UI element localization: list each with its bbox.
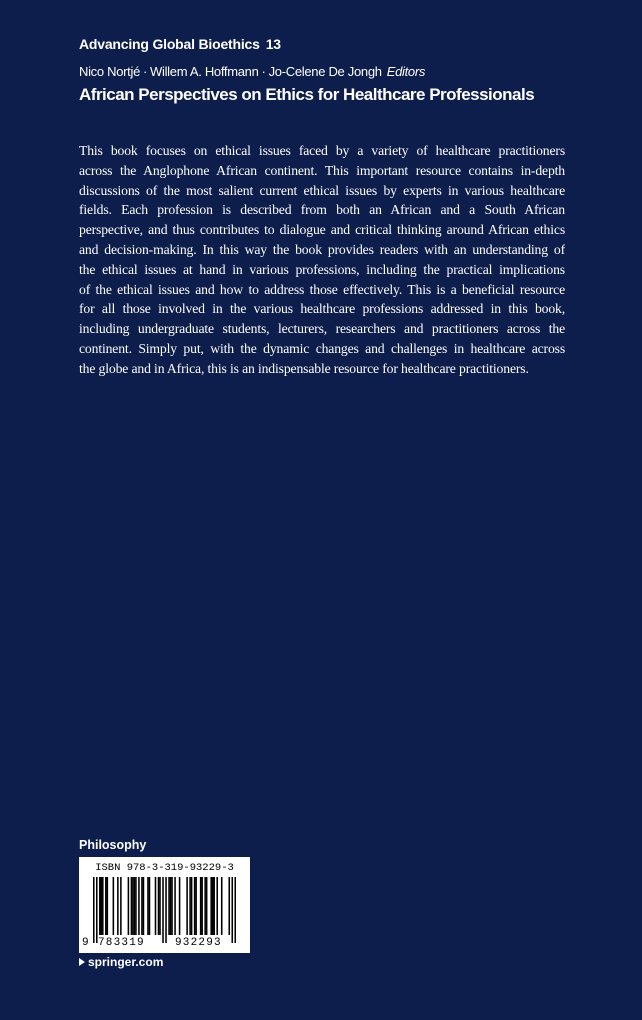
editors-line bbox=[79, 64, 425, 79]
barcode-bar bbox=[191, 877, 193, 935]
barcode-bar bbox=[194, 877, 196, 935]
barcode-bar bbox=[201, 877, 203, 935]
description-line: for all those involved in the various healthcare professions addressed in this book, bbox=[79, 301, 565, 317]
barcode-bar bbox=[120, 877, 122, 935]
description-line: discussions of the most salient current ethical issues by experts in various healthcare bbox=[79, 182, 565, 198]
editors-role: Editors bbox=[386, 64, 426, 79]
isbn-barcode bbox=[79, 857, 250, 953]
barcode-bar bbox=[170, 877, 172, 935]
description-line: perspective, and thus contributes to dialogue and critical thinking around African ethics bbox=[79, 222, 565, 238]
ean-left-group: 783319 bbox=[98, 937, 145, 949]
barcode-bar bbox=[212, 877, 214, 935]
barcode-bar bbox=[143, 877, 145, 935]
editor-separator: · bbox=[143, 64, 148, 79]
editor-separator: · bbox=[261, 64, 266, 79]
barcode-bar bbox=[174, 877, 176, 935]
barcode-bar bbox=[117, 877, 119, 935]
barcode-guard-bar bbox=[231, 877, 233, 943]
series-name: Advancing Global Bioethics bbox=[79, 36, 260, 52]
subject-category: Philosophy bbox=[79, 838, 147, 852]
description-line: continent. Simply put, with the dynamic changes and challenges in healthcare across bbox=[79, 340, 565, 356]
barcode-bar bbox=[168, 877, 170, 935]
barcode-bar bbox=[107, 877, 109, 935]
barcode-bar bbox=[138, 877, 140, 935]
barcode-bar bbox=[189, 877, 191, 935]
publisher-url: springer.com bbox=[88, 955, 164, 969]
barcode-bar bbox=[147, 877, 149, 935]
barcode-bar bbox=[131, 877, 133, 935]
description-line: including undergraduate students, lecturers, researchers and practitioners across the bbox=[79, 321, 565, 337]
book-title: African Perspectives on Ethics for Healthcare Professionals bbox=[79, 85, 535, 104]
barcode-bar bbox=[221, 877, 223, 935]
barcode-bar bbox=[105, 877, 107, 935]
barcode-bars bbox=[93, 877, 236, 943]
barcode-bar bbox=[200, 877, 202, 935]
barcode-bar bbox=[186, 877, 188, 935]
barcode-bar bbox=[171, 877, 173, 935]
description-line: of the ethical issues and how to address those effectively. This is a beneficial resource bbox=[79, 281, 565, 297]
barcode-bar bbox=[195, 877, 197, 935]
barcode-bar bbox=[149, 877, 151, 935]
barcode-guard-bar bbox=[165, 877, 167, 943]
barcode-bar bbox=[210, 877, 212, 935]
editor-name: Nico Nortjé bbox=[79, 64, 140, 79]
barcode-bar bbox=[159, 877, 161, 935]
description-line: the ethical issues at hand in various professions, including the practical implications bbox=[79, 261, 565, 277]
description-line: across the Anglophone African continent. This important resource contains in-depth bbox=[79, 162, 565, 178]
ean-right-group: 932293 bbox=[175, 937, 222, 949]
barcode-bar bbox=[102, 877, 104, 935]
barcode-guard-bar bbox=[234, 877, 236, 943]
editor-name: Jo-Celene De Jongh bbox=[268, 64, 382, 79]
barcode-bar bbox=[204, 877, 206, 935]
arrow-right-icon bbox=[79, 958, 85, 966]
book-description bbox=[79, 141, 565, 379]
barcode-bar bbox=[134, 877, 136, 935]
barcode-bar bbox=[228, 877, 230, 935]
barcode-bar bbox=[135, 877, 137, 935]
description-line: and decision-making. In this way the book provides readers with an understanding of bbox=[79, 241, 565, 257]
barcode-guard-bar bbox=[96, 877, 98, 943]
publisher-link[interactable] bbox=[79, 955, 163, 969]
barcode-bar bbox=[155, 877, 157, 935]
barcode-bar bbox=[216, 877, 218, 935]
barcode-guard-bar bbox=[162, 877, 164, 943]
barcode-bar bbox=[179, 877, 181, 935]
ean-first-digit: 9 bbox=[82, 937, 89, 949]
barcode-guard-bar bbox=[93, 877, 95, 943]
series-heading bbox=[79, 36, 281, 52]
description-line: fields. Each profession is described from both an African and a South African bbox=[79, 202, 565, 218]
series-number: 13 bbox=[265, 36, 281, 52]
barcode-bar bbox=[132, 877, 134, 935]
description-line: This book focuses on ethical issues faced by a variety of healthcare practitioners bbox=[79, 143, 565, 158]
barcode-bar bbox=[99, 877, 101, 935]
barcode-bar bbox=[213, 877, 215, 935]
isbn-label: ISBN 978-3-319-93229-3 bbox=[95, 862, 234, 874]
barcode-bar bbox=[101, 877, 103, 935]
barcode-bar bbox=[141, 877, 143, 935]
barcode-bar bbox=[113, 877, 115, 935]
editor-name: Willem A. Hoffmann bbox=[150, 64, 259, 79]
barcode-bar bbox=[128, 877, 130, 935]
barcode-bar bbox=[206, 877, 208, 935]
barcode-bar bbox=[158, 877, 160, 935]
description-line: the globe and in Africa, this is an indispensable resource for healthcare practitioners. bbox=[79, 360, 529, 376]
